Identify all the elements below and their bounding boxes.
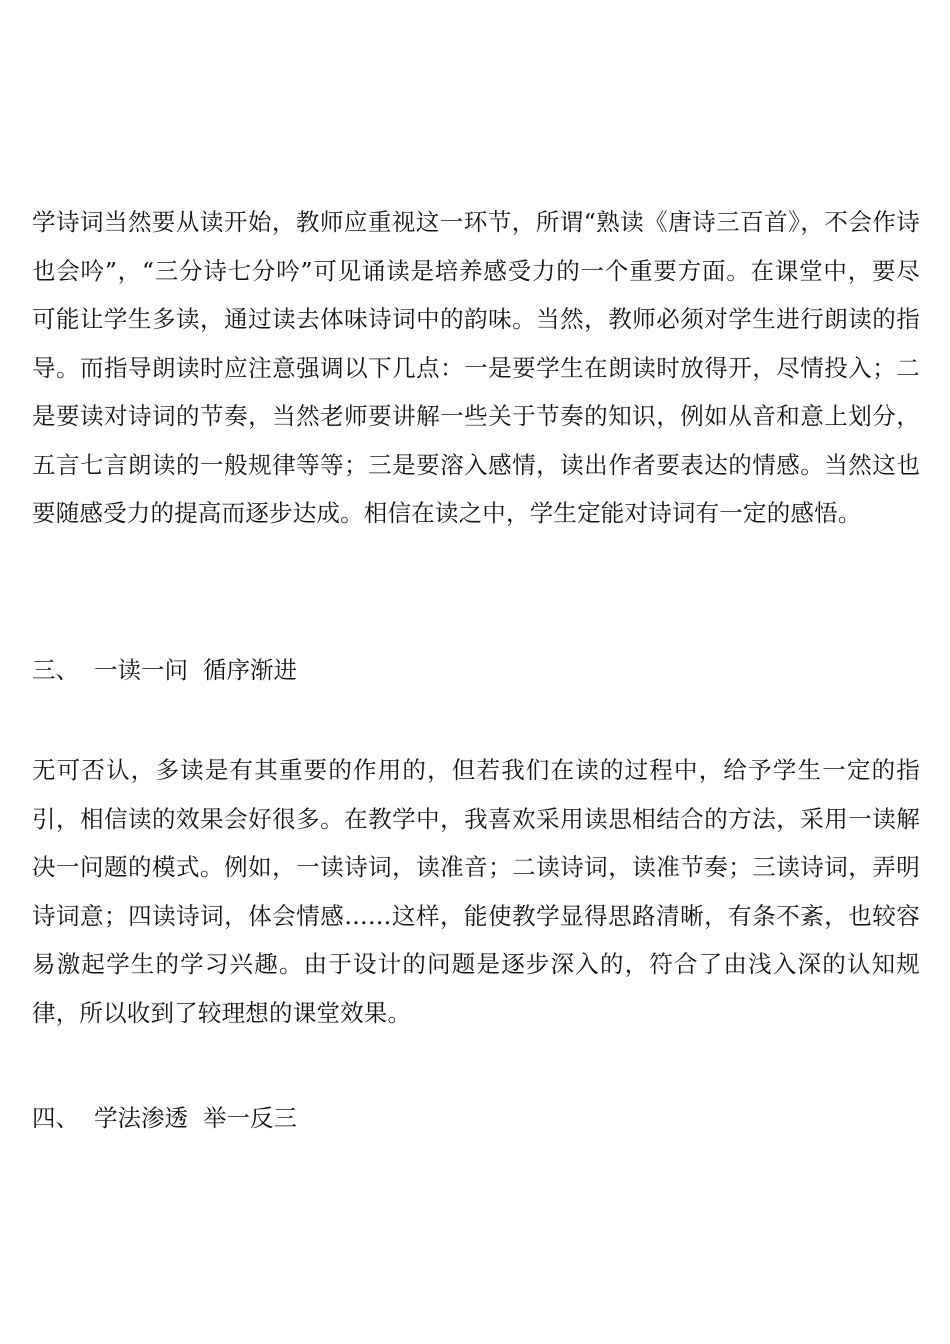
section-title: 一读一问 循序渐进 [94, 656, 297, 684]
body-paragraph-reading: 学诗词当然要从读开始，教师应重视这一环节，所谓“熟读《唐诗三百首》，不会作诗也会吟”，“三分诗七分吟”可见诵读是培养感受力的一个重要方面。在课堂中，要尽可能让学生多读，通过读去体味诗词中的韵味。当然，教师必须对学生进行朗读的指导。而指导朗读时应注意强调以下几点：一是要学生在朗读时放得开，尽情投入；二是要读对诗词的节奏，当然老师要讲解一些关于节奏的知识，例如从音和意上划分，五言七言朗读的一般规律等等；三是要溶入感情，读出作者要表达的情感。当然这也要随感受力的提高而逐步达成。相信在读之中，学生定能对诗词有一定的感悟。 [32, 208, 920, 527]
section-heading-three [32, 654, 297, 686]
section-number: 三、 [32, 656, 79, 684]
section-heading-four [32, 1102, 297, 1134]
section-title: 学法渗透 举一反三 [94, 1104, 297, 1132]
body-paragraph-read-and-ask: 无可否认，多读是有其重要的作用的，但若我们在读的过程中，给予学生一定的指引，相信读的效果会好很多。在教学中，我喜欢采用读思相结合的方法，采用一读解决一问题的模式。例如，一读诗词，读准音；二读诗词，读准节奏；三读诗词，弄明诗词意；四读诗词，体会情感……这样，能使教学显得思路清晰，有条不紊，也较容易激起学生的学习兴趣。由于设计的问题是逐步深入的，符合了由浅入深的认知规律，所以收到了较理想的课堂效果。 [32, 756, 920, 1027]
section-number: 四、 [32, 1104, 79, 1132]
